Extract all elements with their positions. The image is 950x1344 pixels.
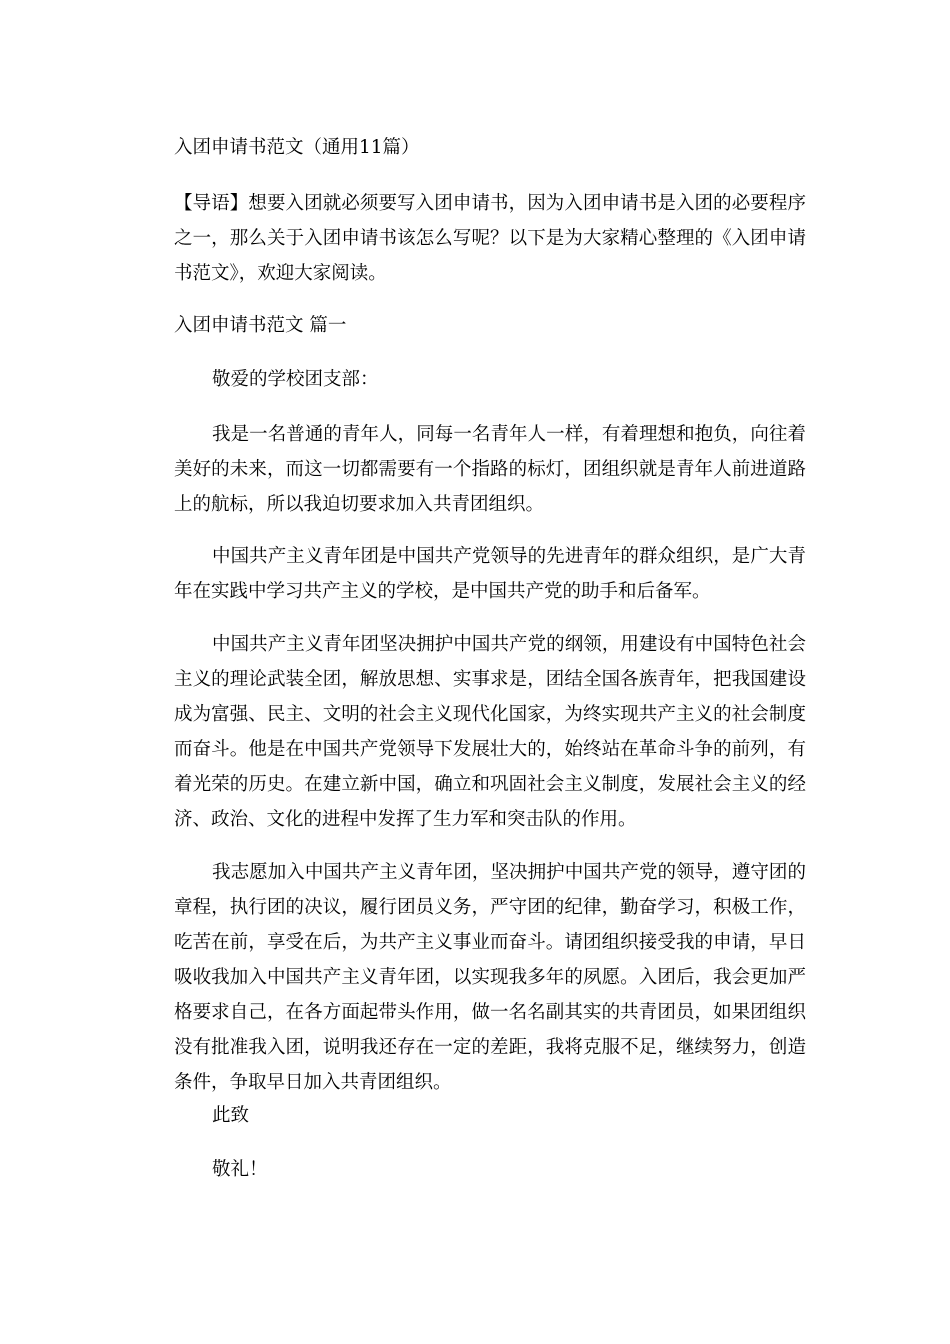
closing-phrase-1: 此致 (212, 1105, 250, 1126)
document-title: 入团申请书范文（通用11篇） (174, 137, 420, 158)
body-paragraph-3: 中国共产主义青年团坚决拥护中国共产党的纲领，用建设有中国特色社会主义的理论武装全团，解放思想、实事求是，团结全国各族青年，把我国建设成为富强、民主、文明的社会主义现代化国家，为终实现共产主义的社会制度而奋斗。他是在中国共产党领导下发展壮大的，始终站在革命斗争的前列，有着光荣的历史。在建立新中国，确立和巩固社会主义制度，发展社会主义的经济、政治、文化的进程中发挥了生力军和突击队的作用。 (174, 634, 806, 830)
salutation: 敬爱的学校团支部： (212, 369, 379, 390)
section-title: 入团申请书范文 篇一 (174, 315, 347, 336)
body-paragraph-4: 我志愿加入中国共产主义青年团，坚决拥护中国共产党的领导，遵守团的章程，执行团的决议，履行团员义务，严守团的纪律，勤奋学习，积极工作，吃苦在前，享受在后，为共产主义事业而奋斗。请团组织接受我的申请，早日吸收我加入中国共产主义青年团，以实现我多年的夙愿。入团后，我会更加严格要求自己，在各方面起带头作用，做一名名副其实的共青团员，如果团组织没有批准我入团，说明我还存在一定的差距，我将克服不足，继续努力，创造条件，争取早日加入共青团组织。 (174, 862, 806, 1093)
body-paragraph-1: 我是一名普通的青年人，同每一名青年人一样，有着理想和抱负，向往着美好的未来，而这一切都需要有一个指路的标灯，团组织就是青年人前进道路上的航标，所以我迫切要求加入共青团组织。 (174, 424, 806, 515)
intro-paragraph: 【导语】想要入团就必须要写入团申请书，因为入团申请书是入团的必要程序之一，那么关于入团申请书该怎么写呢？以下是为大家精心整理的《入团申请书范文》，欢迎大家阅读。 (174, 193, 806, 284)
body-paragraph-2: 中国共产主义青年团是中国共产党领导的先进青年的群众组织，是广大青年在实践中学习共产主义的学校，是中国共产党的助手和后备军。 (174, 546, 806, 602)
closing-phrase-2: 敬礼！ (212, 1159, 268, 1180)
